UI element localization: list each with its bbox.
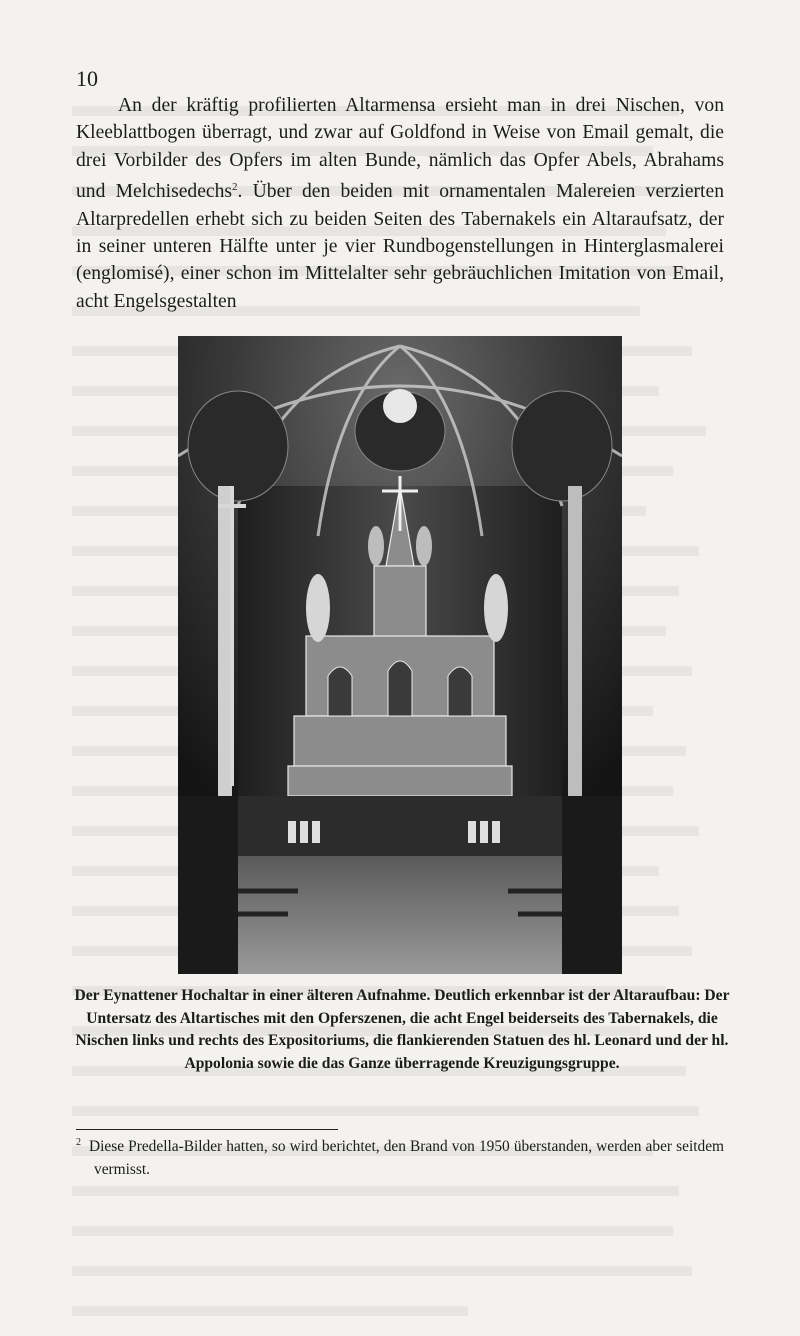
body-paragraph-part1: An der kräftig profilierten Altarmensa ersieht man in drei Nischen, von Kleeblattbogen überragt, und zwar auf Goldfond in Weise von Email gemalt, die drei Vorbilder des Opfers im alten Bunde, nämlich das Opfer Abels, Abrahams und Melchisedechs <box>76 95 724 203</box>
page-number: 10 <box>76 66 98 91</box>
footnote-reference[interactable]: 2 <box>232 181 238 194</box>
body-paragraph-part2: . Über den beiden mit ornamentalen Malereien verzierten Altarpredellen erhebt sich zu beiden Seiten des Tabernakels ein Altaraufsatz, der in seiner unteren Hälfte unter je vier Rundbogenstellungen in Hinterglasmalerei (englomisé), einer schon im Mittelalter sehr gebräuchlichen Imitation von Email, acht Engelsgestalten <box>76 181 724 312</box>
figure-caption: Der Eynattener Hochaltar in einer älteren Aufnahme. Deutlich erkennbar ist der Altaraufbau: Der Untersatz des Altartisches mit den Opferszenen, die acht Engel beiderseits des Tabernakels, die Nischen links und rechts des Expositoriums, die flankierenden Statuen des hl. Leonard und der hl. Appolonia sowie die das Ganze überragende Kreuzigungsgruppe. <box>74 987 730 1072</box>
footnote-text: Diese Predella-Bilder hatten, so wird berichtet, den Brand von 1950 überstanden, werden aber seitdem vermisst. <box>89 1138 724 1178</box>
altar-photograph <box>178 336 622 974</box>
body-paragraph <box>76 92 724 315</box>
footnote-marker: 2 <box>76 1137 81 1148</box>
footnote <box>76 1132 724 1182</box>
footnote-separator <box>76 1129 338 1130</box>
